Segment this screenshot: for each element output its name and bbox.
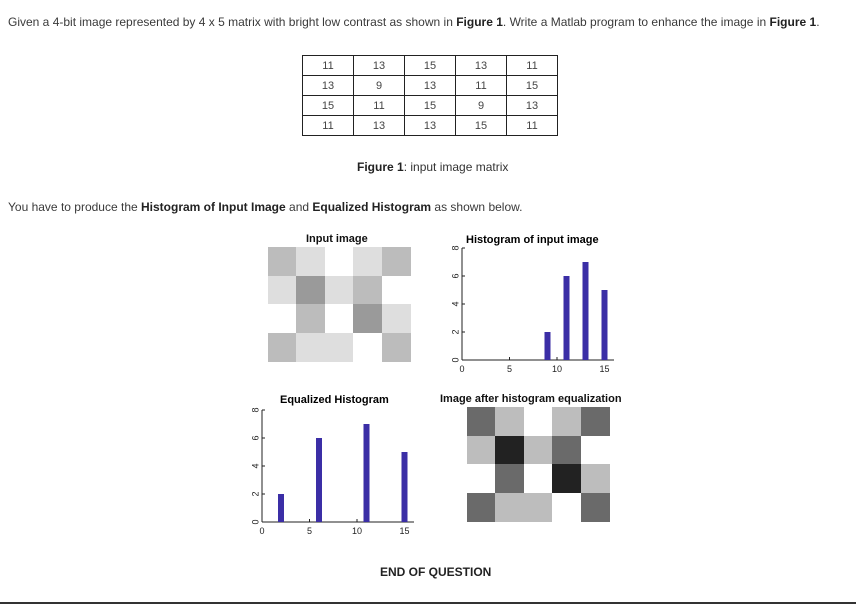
input-image-pixel bbox=[296, 276, 325, 305]
output-image-pixel bbox=[467, 464, 496, 493]
matrix-cell: 13 bbox=[405, 76, 456, 96]
output-image-pixel bbox=[552, 493, 581, 522]
figure-ref: Figure 1 bbox=[456, 15, 503, 29]
input-image-pixel bbox=[325, 304, 354, 333]
matrix-cell: 15 bbox=[507, 76, 558, 96]
output-image-pixel bbox=[495, 464, 524, 493]
figure-ref-2: Figure 1 bbox=[769, 15, 817, 29]
matrix-cell: 15 bbox=[405, 56, 456, 76]
x-tick-label: 10 bbox=[551, 364, 563, 374]
instruction-bold1: Histogram of Input Image bbox=[141, 200, 286, 214]
output-image-pixel bbox=[467, 436, 496, 465]
output-image-pixel bbox=[467, 407, 496, 436]
y-tick-label: 0 bbox=[450, 357, 461, 363]
matrix-cell: 15 bbox=[456, 116, 507, 136]
matrix-cell: 13 bbox=[354, 116, 405, 136]
input-image-pixel bbox=[353, 247, 382, 276]
input-image-pixel bbox=[382, 333, 411, 362]
y-tick-label: 6 bbox=[450, 273, 461, 279]
question-part3: . bbox=[816, 15, 820, 29]
x-tick-label: 5 bbox=[506, 364, 513, 374]
input-image-pixel bbox=[382, 304, 411, 333]
x-tick-label: 15 bbox=[399, 526, 410, 536]
input-image-title: Input image bbox=[306, 233, 368, 245]
output-image-pixel bbox=[552, 464, 581, 493]
y-tick-label: 8 bbox=[450, 245, 461, 251]
matrix-cell: 13 bbox=[303, 76, 354, 96]
instruction-part1: You have to produce the bbox=[8, 200, 141, 214]
question-part1: Given a 4-bit image represented by 4 x 5 matrix with bright low contrast as shown in bbox=[8, 15, 457, 29]
end-of-question: END OF QUESTION bbox=[380, 565, 492, 579]
output-image-pixel bbox=[581, 436, 610, 465]
output-image-pixel bbox=[524, 407, 553, 436]
histogram-input-plot bbox=[450, 245, 614, 374]
input-image-pixel bbox=[382, 276, 411, 305]
matrix-cell: 13 bbox=[456, 56, 507, 76]
x-tick-label: 5 bbox=[306, 526, 313, 536]
input-image-pixel bbox=[268, 333, 297, 362]
input-image-pixel bbox=[325, 333, 354, 362]
input-image-pixel bbox=[296, 333, 325, 362]
output-image-pixel bbox=[495, 407, 524, 436]
matrix-cell: 9 bbox=[456, 96, 507, 116]
input-image-pixel bbox=[353, 304, 382, 333]
matrix-cell: 9 bbox=[354, 76, 405, 96]
equalized-histogram-title: Equalized Histogram bbox=[280, 394, 389, 406]
matrix-cell: 15 bbox=[405, 96, 456, 116]
instruction-bold2: Equalized Histogram bbox=[312, 200, 432, 214]
x-tick-label: 0 bbox=[259, 526, 265, 536]
y-tick-label: 8 bbox=[250, 407, 261, 413]
matrix-cell: 11 bbox=[507, 56, 558, 76]
matrix-cell: 13 bbox=[507, 96, 558, 116]
matrix-row bbox=[303, 56, 558, 76]
question-text bbox=[8, 15, 820, 29]
input-matrix-table bbox=[302, 55, 558, 136]
y-tick-label: 6 bbox=[250, 435, 261, 441]
question-part2: . Write a Matlab program to enhance the image in bbox=[502, 15, 770, 29]
matrix-cell: 15 bbox=[303, 96, 354, 116]
matrix-row bbox=[303, 96, 558, 116]
x-tick-label: 0 bbox=[459, 364, 465, 374]
output-image-pixel bbox=[524, 464, 553, 493]
output-image-pixel bbox=[495, 436, 524, 465]
matrix-row bbox=[303, 76, 558, 96]
histogram-bar bbox=[602, 290, 608, 360]
input-image-pixel bbox=[353, 333, 382, 362]
input-image-pixel bbox=[268, 276, 297, 305]
output-image-pixel bbox=[581, 493, 610, 522]
output-image-title: Image after histogram equalization bbox=[440, 393, 622, 405]
input-image-pixel bbox=[296, 247, 325, 276]
histogram-bar bbox=[278, 494, 284, 522]
y-tick-label: 4 bbox=[250, 463, 261, 469]
input-image-pixel bbox=[296, 304, 325, 333]
histogram-input-title: Histogram of input image bbox=[466, 234, 599, 246]
matrix-cell: 13 bbox=[405, 116, 456, 136]
matrix-cell: 11 bbox=[354, 96, 405, 116]
matrix-cell: 11 bbox=[507, 116, 558, 136]
equalized-histogram-plot bbox=[250, 407, 414, 536]
histogram-bar bbox=[402, 452, 408, 522]
figure-caption-text: : input image matrix bbox=[403, 160, 509, 174]
y-tick-label: 0 bbox=[250, 519, 261, 525]
y-tick-label: 2 bbox=[450, 329, 461, 335]
matrix-body bbox=[303, 56, 558, 136]
bottom-rule bbox=[0, 602, 856, 604]
matrix-row bbox=[303, 116, 558, 136]
x-tick-label: 15 bbox=[599, 364, 610, 374]
matrix-cell: 11 bbox=[303, 56, 354, 76]
histogram-input-chart bbox=[440, 230, 620, 385]
input-image-pixel bbox=[382, 247, 411, 276]
output-image-pixel bbox=[581, 464, 610, 493]
figure-caption bbox=[357, 160, 508, 174]
output-image-pixel bbox=[552, 407, 581, 436]
instruction-part2: and bbox=[285, 200, 313, 214]
instruction-text bbox=[8, 200, 522, 214]
output-image-pixel bbox=[581, 407, 610, 436]
histogram-bar bbox=[583, 262, 589, 360]
histogram-bar bbox=[364, 424, 370, 522]
input-image-pixel bbox=[353, 276, 382, 305]
matrix-cell: 13 bbox=[354, 56, 405, 76]
matrix-cell: 11 bbox=[456, 76, 507, 96]
input-image-pixel bbox=[325, 247, 354, 276]
output-image-pixel bbox=[524, 436, 553, 465]
histogram-bar bbox=[545, 332, 551, 360]
x-tick-label: 10 bbox=[351, 526, 363, 536]
input-image bbox=[268, 247, 410, 361]
y-tick-label: 4 bbox=[450, 301, 461, 307]
instruction-part3: as shown below. bbox=[431, 200, 523, 214]
equalized-histogram-chart bbox=[248, 392, 428, 547]
input-image-pixel bbox=[268, 304, 297, 333]
matrix-cell: 11 bbox=[303, 116, 354, 136]
output-image-pixel bbox=[524, 493, 553, 522]
figure-caption-label: Figure 1 bbox=[357, 160, 404, 174]
histogram-bar bbox=[316, 438, 322, 522]
histogram-bar bbox=[564, 276, 570, 360]
output-image-pixel bbox=[495, 493, 524, 522]
input-image-pixel bbox=[325, 276, 354, 305]
input-image-pixel bbox=[268, 247, 297, 276]
y-tick-label: 2 bbox=[250, 491, 261, 497]
output-image bbox=[467, 407, 609, 521]
output-image-pixel bbox=[467, 493, 496, 522]
output-image-pixel bbox=[552, 436, 581, 465]
